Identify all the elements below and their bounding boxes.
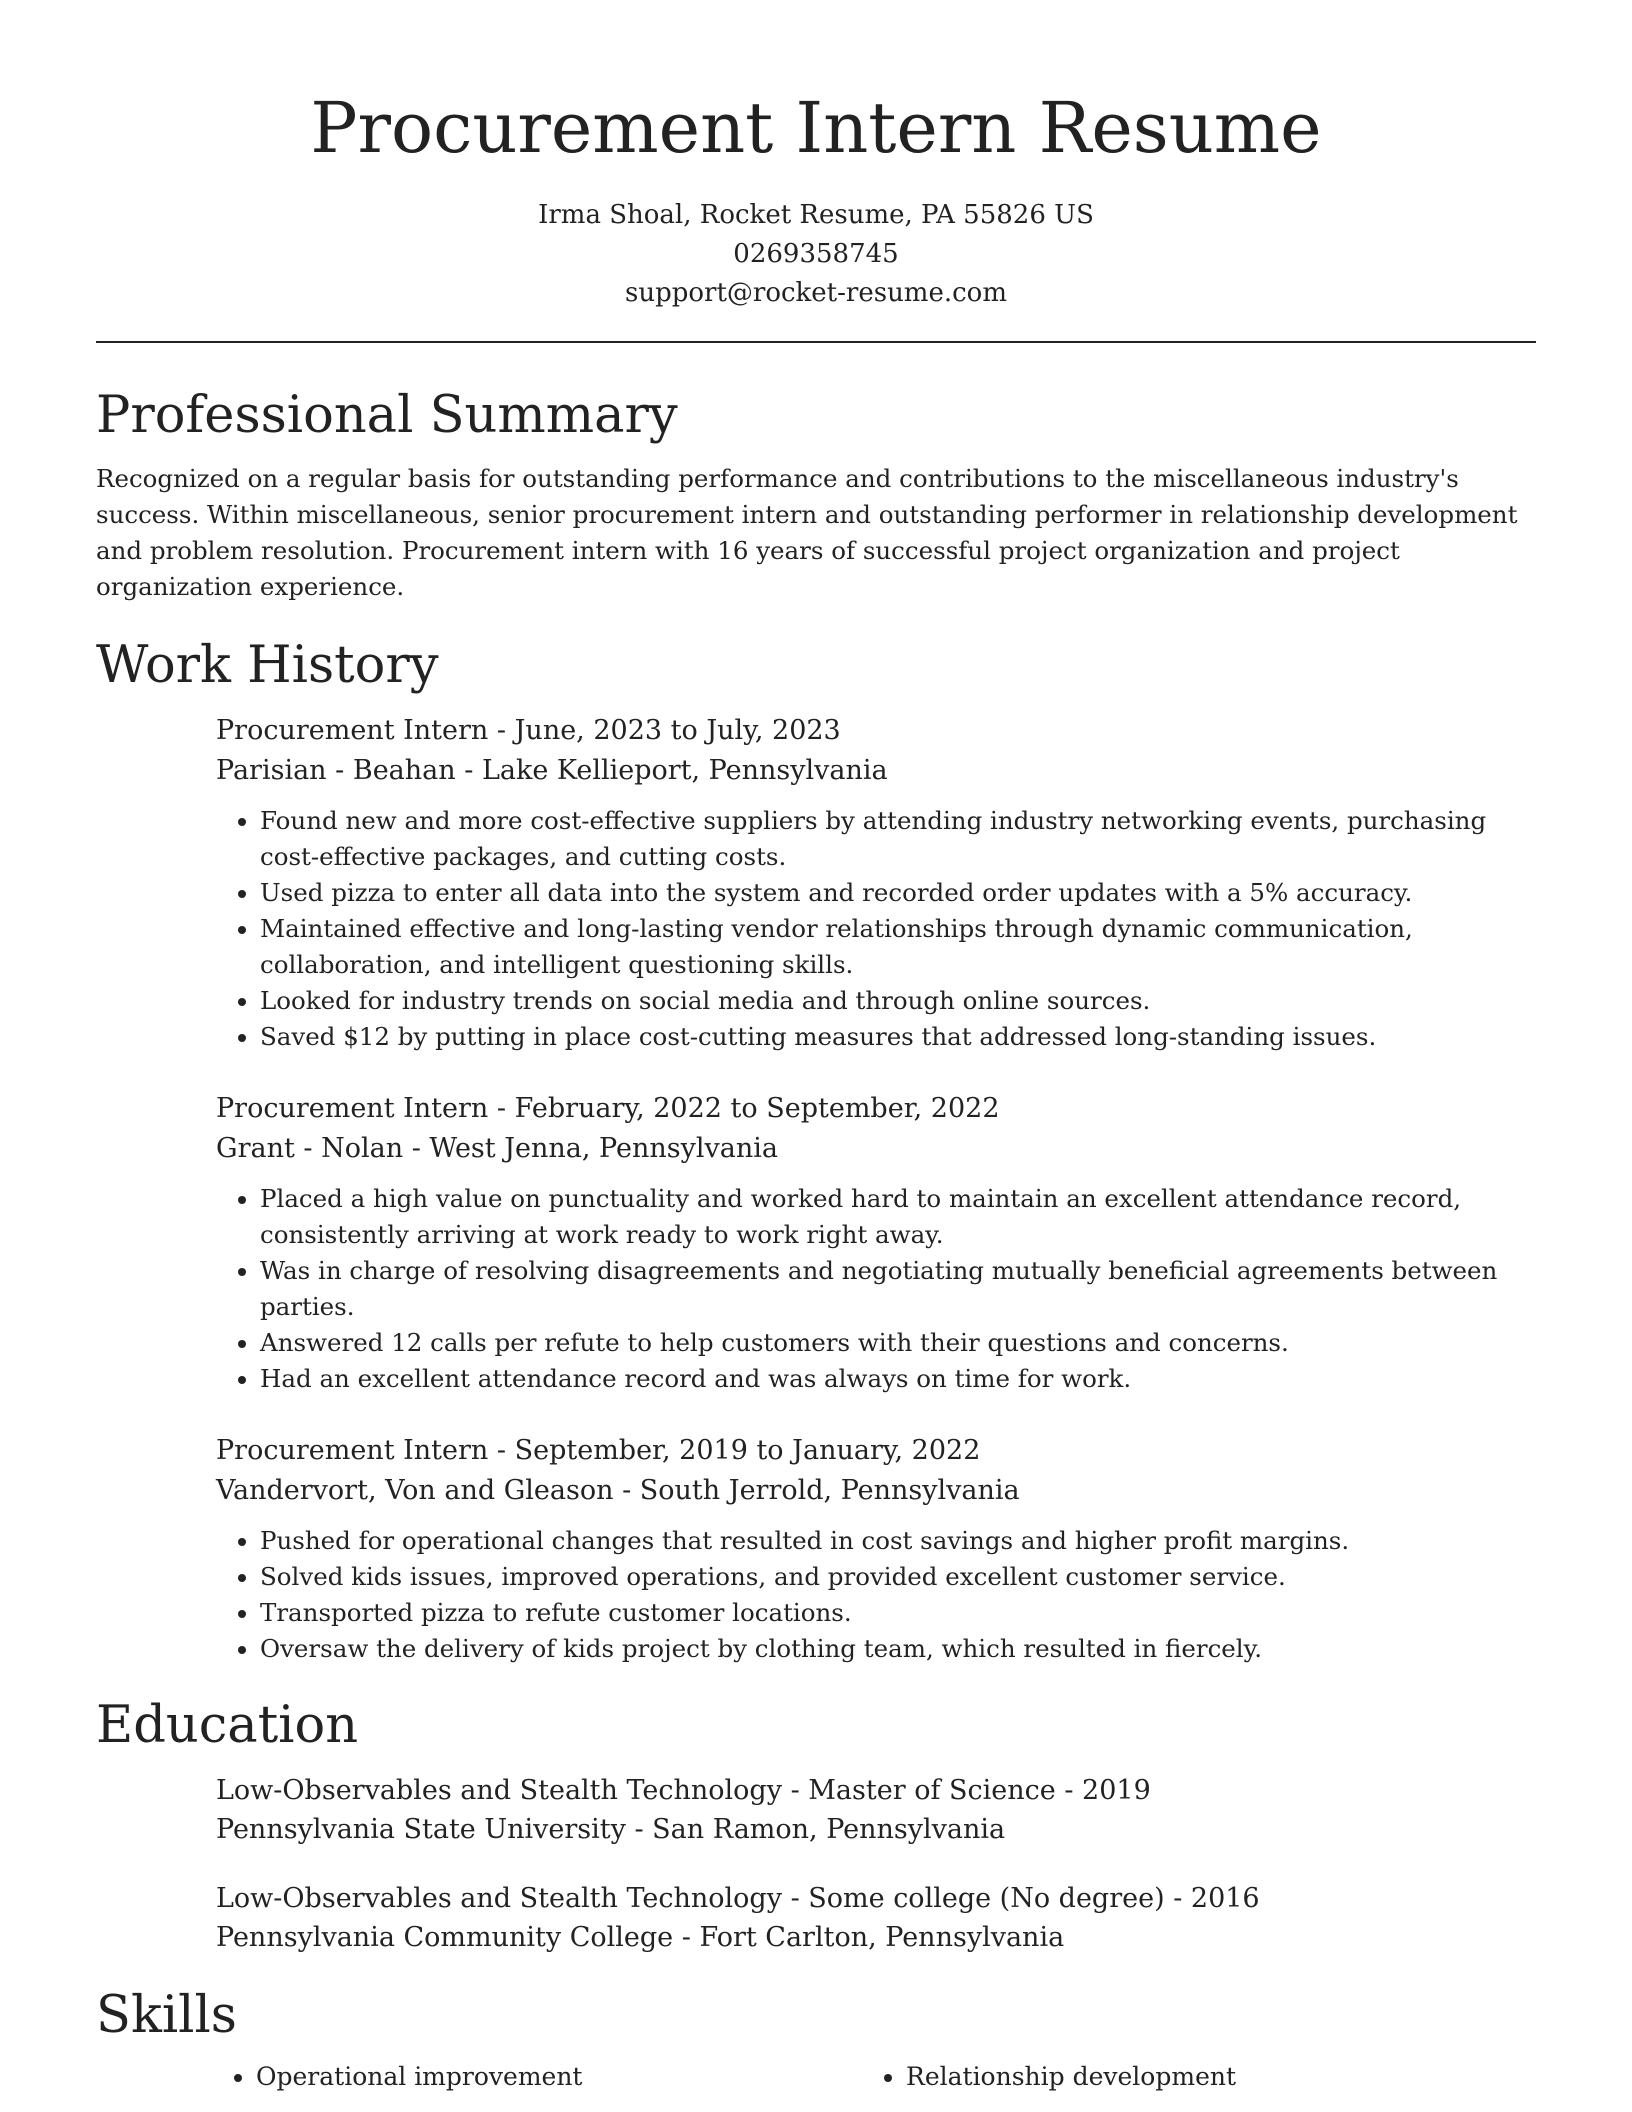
job-bullet: • Used pizza to enter all data into the system and recorded order updates with a 5% accuracy. — [260, 875, 1536, 911]
job-employer: Parisian - Beahan — [216, 755, 456, 786]
job-title: Procurement Intern — [216, 1093, 489, 1124]
education-degree: - Master of Science — [781, 1775, 1056, 1806]
education-year: - 2019 — [1055, 1775, 1151, 1806]
education-school: Pennsylvania State University — [216, 1814, 626, 1845]
education-degree: - Some college (No degree) — [781, 1883, 1165, 1914]
skills-heading: Skills — [96, 1986, 237, 2045]
job-bullet: • Placed a high value on punctuality and worked hard to maintain an excellent attendance record, consistently arriving at work ready to work right away. — [260, 1181, 1536, 1253]
job-employer-line — [216, 1129, 1536, 1169]
summary-heading: Professional Summary — [96, 386, 678, 445]
header-divider — [96, 341, 1536, 343]
education-school: Pennsylvania Community College — [216, 1922, 674, 1953]
job-bullet: • Transported pizza to refute customer locations. — [260, 1595, 1536, 1631]
job-bullet: • Looked for industry trends on social media and through online sources. — [260, 983, 1536, 1019]
summary-text: Recognized on a regular basis for outstanding performance and contributions to the miscellaneous industry's success. Within miscellaneous, senior procurement intern and outstanding performer in relationship development and problem resolution. Procurement intern with 16 years of successful project organization and project organization experience. — [96, 464, 1518, 601]
skills-grid — [232, 2059, 1536, 2095]
education-field: Low-Observables and Stealth Technology — [216, 1775, 782, 1806]
job-title-line — [216, 1431, 1536, 1471]
job-bullet: • Had an excellent attendance record and was always on time for work. — [260, 1361, 1536, 1397]
skills-section — [96, 1981, 1536, 2095]
job-bullet: • Pushed for operational changes that resulted in cost savings and higher profit margins. — [260, 1523, 1536, 1559]
job-dates: - September, 2019 to January, 2022 — [488, 1435, 981, 1466]
education-degree-line — [216, 1771, 1536, 1810]
job-employer-line — [216, 1471, 1536, 1511]
contact-block — [96, 196, 1536, 313]
summary-section — [96, 381, 1536, 605]
education-entry — [216, 1771, 1536, 1849]
education-section — [96, 1691, 1536, 1957]
job-bullet: • Was in charge of resolving disagreements and negotiating mutually beneficial agreements between parties. — [260, 1253, 1536, 1325]
contact-address: Irma Shoal, Rocket Resume, PA 55826 US — [538, 200, 1094, 230]
skills-list-left — [232, 2059, 882, 2095]
job-bullet: • Solved kids issues, improved operations, and provided excellent customer service. — [260, 1559, 1536, 1595]
job-entry — [216, 1431, 1536, 1667]
contact-email: support@rocket-resume.com — [624, 278, 1007, 308]
job-title: Procurement Intern — [216, 1435, 489, 1466]
job-title: Procurement Intern — [216, 715, 489, 746]
job-bullets — [216, 1523, 1536, 1667]
job-bullets — [216, 803, 1536, 1055]
education-field: Low-Observables and Stealth Technology — [216, 1883, 782, 1914]
job-title-line — [216, 1089, 1536, 1129]
job-dates: - June, 2023 to July, 2023 — [488, 715, 841, 746]
skill-item: • Relationship development — [906, 2059, 1482, 2095]
job-bullet: • Maintained effective and long-lasting vendor relationships through dynamic communication, collaboration, and intelligent questioning skills. — [260, 911, 1536, 983]
job-dates: - February, 2022 to September, 2022 — [488, 1093, 1000, 1124]
job-location: - South Jerrold, Pennsylvania — [613, 1475, 1020, 1506]
work-history-section — [96, 631, 1536, 1667]
skills-list-right — [882, 2059, 1482, 2095]
job-bullet: • Found new and more cost-effective suppliers by attending industry networking events, purchasing cost-effective packages, and cutting costs. — [260, 803, 1536, 875]
education-year: - 2016 — [1164, 1883, 1260, 1914]
resume-title: Procurement Intern Resume — [310, 87, 1322, 169]
job-bullets — [216, 1181, 1536, 1397]
job-employer: Vandervort, Von and Gleason — [216, 1475, 614, 1506]
education-degree-line — [216, 1879, 1536, 1918]
job-location: - West Jenna, Pennsylvania — [403, 1133, 778, 1164]
job-entry — [216, 1089, 1536, 1397]
work-history-heading: Work History — [96, 636, 439, 695]
job-bullet: • Oversaw the delivery of kids project by clothing team, which resulted in fiercely. — [260, 1631, 1536, 1667]
contact-phone: 0269358745 — [733, 239, 899, 269]
education-entry — [216, 1879, 1536, 1957]
job-employer: Grant - Nolan — [216, 1133, 404, 1164]
job-bullet: • Saved $12 by putting in place cost-cutting measures that addressed long-standing issues. — [260, 1019, 1536, 1055]
job-employer-line — [216, 751, 1536, 791]
skill-item: • Operational improvement — [256, 2059, 882, 2095]
education-school-line — [216, 1810, 1536, 1849]
job-bullet: • Answered 12 calls per refute to help customers with their questions and concerns. — [260, 1325, 1536, 1361]
education-location: - San Ramon, Pennsylvania — [625, 1814, 1006, 1845]
job-title-line — [216, 711, 1536, 751]
resume-header — [96, 0, 1536, 313]
education-heading: Education — [96, 1696, 359, 1755]
education-location: - Fort Carlton, Pennsylvania — [673, 1922, 1065, 1953]
education-school-line — [216, 1918, 1536, 1957]
job-entry — [216, 711, 1536, 1055]
job-location: - Lake Kellieport, Pennsylvania — [455, 755, 888, 786]
